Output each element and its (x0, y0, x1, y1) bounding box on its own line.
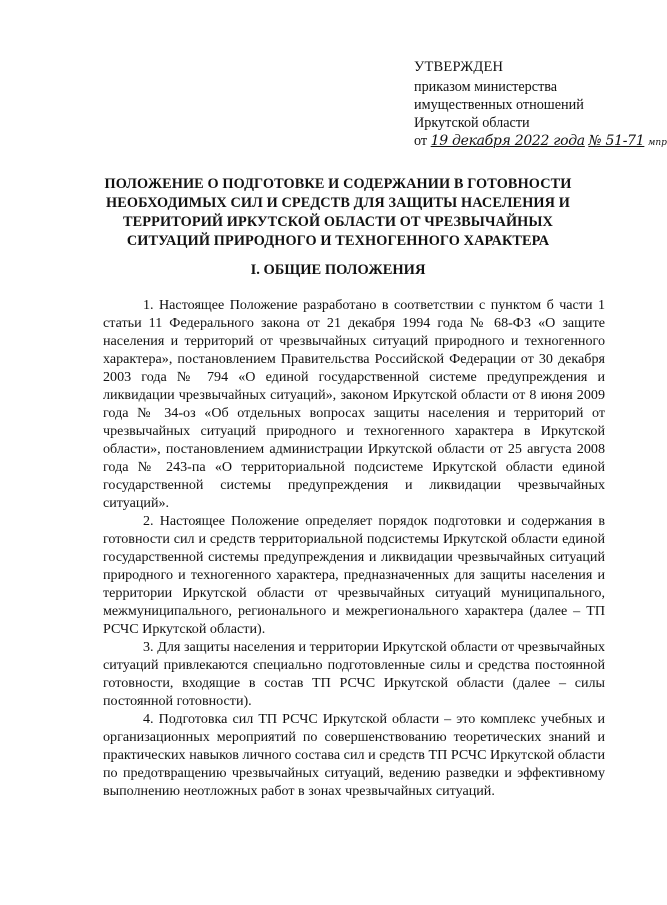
document-body (103, 296, 605, 800)
handwritten-date: 19 декабря 2022 года (430, 133, 585, 149)
approval-date-row (414, 132, 667, 152)
handwritten-suffix: мпр (647, 138, 667, 148)
approval-line-order: приказом министерства (414, 79, 558, 95)
paragraph-3: 3. Для защиты населения и территории Иркутской области от чрезвычайных ситуаций привлекаются специально подготовленные силы и средства постоянной готовности, входящие в состав ТП РСЧС Иркутской области (далее – силы постоянной готовности). (103, 639, 605, 709)
paragraph-1: 1. Настоящее Положение разработано в соответствии с пунктом б части 1 статьи 11 Федерального закона от 21 декабря 1994 года № 68-ФЗ «О защите населения и территорий от чрезвычайных ситуаций природного и техногенного характера», постановлением Правительства Российской Федерации от 30 декабря 2003 года № 794 «О единой государственной системе предупреждения и ликвидации чрезвычайных ситуаций», законом Иркутской области от 8 июня 2009 года № 34-оз «Об отдельных вопросах защиты населения и территорий от чрезвычайных ситуаций природного и техногенного характера в Иркутской области», постановлением администрации Иркутской области от 25 августа 2008 года № 243-па «О территориальной подсистеме Иркутской области единой государственной системы предупреждения и ликвидации чрезвычайных ситуаций». (103, 297, 605, 511)
document-title: ПОЛОЖЕНИЕ О ПОДГОТОВКЕ И СОДЕРЖАНИИ В ГОТОВНОСТИ НЕОБХОДИМЫХ СИЛ И СРЕДСТВ ДЛЯ ЗАЩИТЫ НАСЕЛЕНИЯ И ТЕРРИТОРИЙ ИРКУТСКОЙ ОБЛАСТИ ОТ ЧРЕЗВЫЧАЙНЫХ СИТУАЦИЙ ПРИРОДНОГО И ТЕХНОГЕННОГО ХАРАКТЕРА (104, 176, 572, 249)
section-heading: I. ОБЩИЕ ПОЛОЖЕНИЯ (250, 262, 426, 278)
paragraph-4: 4. Подготовка сил ТП РСЧС Иркутской области – это комплекс учебных и организационных мероприятий по совершенствованию теоретических знаний и практических навыков личного состава сил и средств ТП РСЧС Иркутской области по предотвращению чрезвычайных ситуаций, ведению разведки и эффективному выполнению неотложных работ в зонах чрезвычайных ситуаций. (103, 711, 605, 799)
approval-from-label: от (414, 133, 428, 149)
approval-line-ministry: имущественных отношений (414, 97, 584, 113)
handwritten-number: № 51-71 (588, 133, 645, 149)
approval-stamp-block (414, 58, 667, 152)
approval-title: УТВЕРЖДЕН (414, 59, 504, 75)
approval-line-region: Иркутской области (414, 115, 530, 131)
paragraph-2: 2. Настоящее Положение определяет порядок подготовки и содержания в готовности сил и средств территориальной подсистемы Иркутской области единой государственной системы предупреждения и ликвидации чрезвычайных ситуаций природного и техногенного характера, предназначенных для защиты населения и территории Иркутской области от чрезвычайных ситуаций муниципального, межмуниципального, регионального и межрегионального характера (далее – ТП РСЧС Иркутской области). (103, 513, 605, 637)
